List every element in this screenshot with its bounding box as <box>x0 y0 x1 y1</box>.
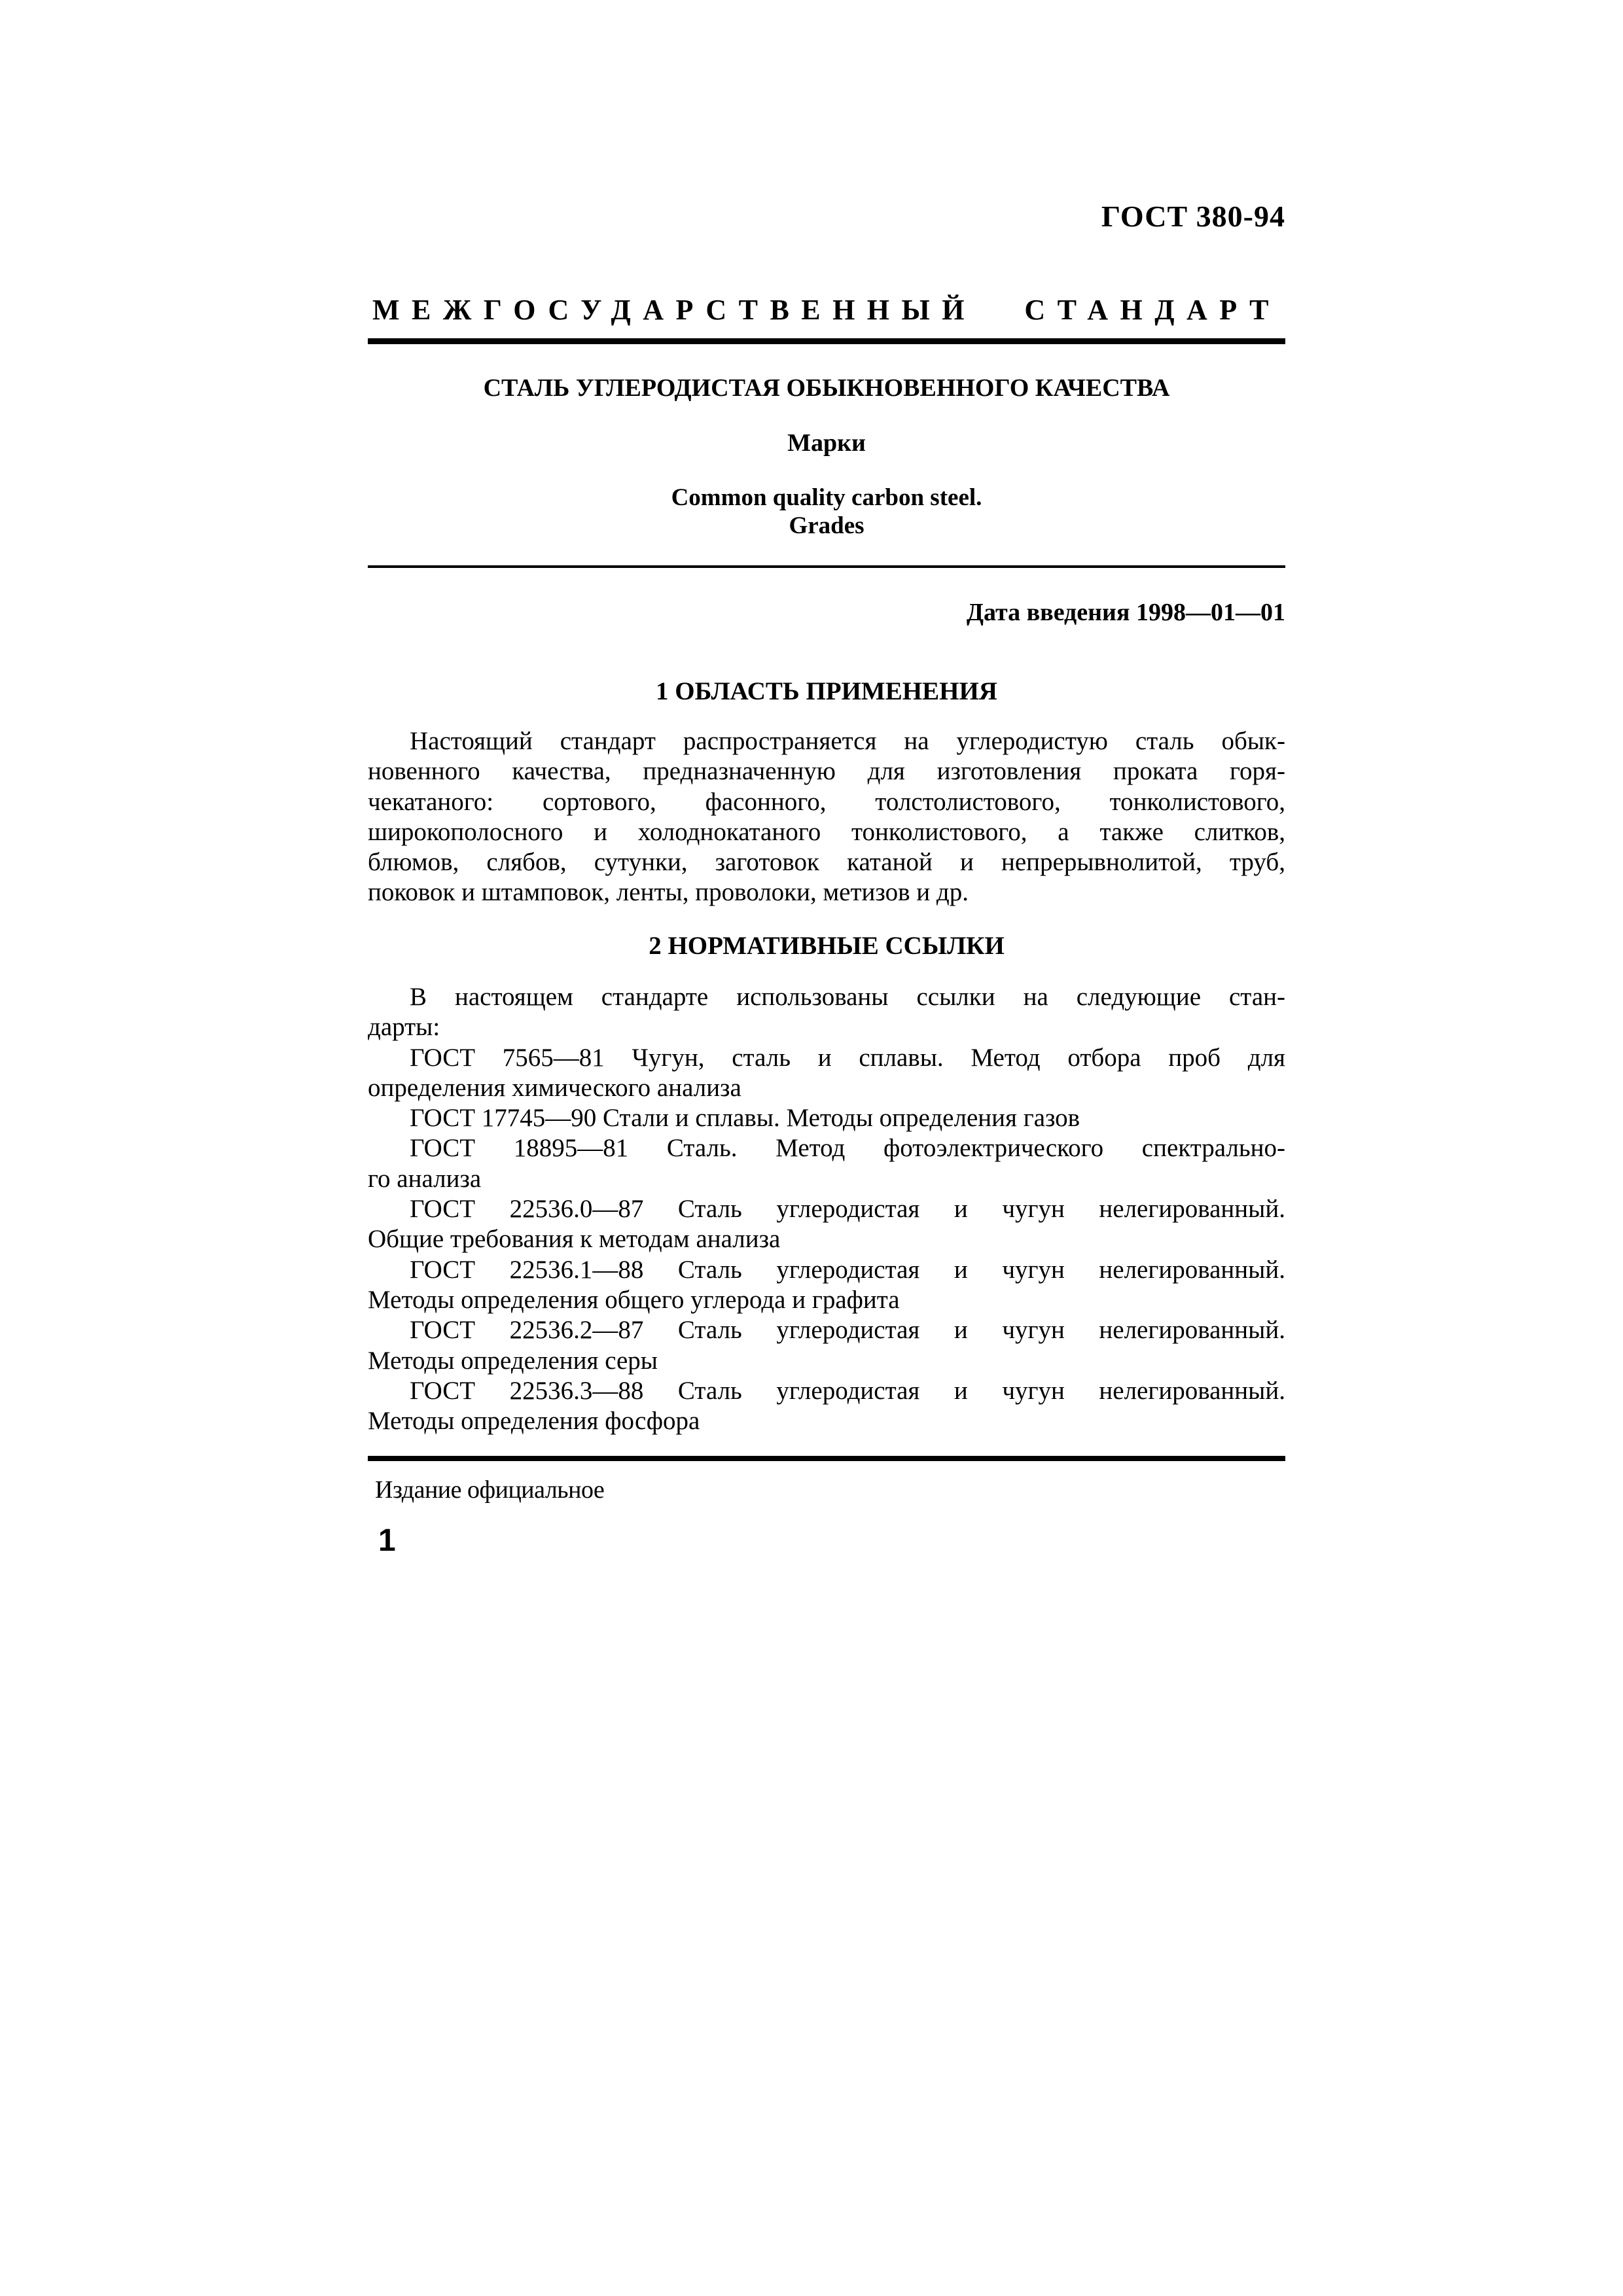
text-line: ГОСТ 22536.1—88 Сталь углеродистая и чугун нелегированный. <box>410 1255 1285 1284</box>
text-line: В настоящем стандарте использованы ссылки на следующие стан- <box>410 983 1285 1011</box>
text-line: широкополосного и холоднокатаного тонколистового, а также слитков, <box>368 817 1285 846</box>
title-en-line-1: Common quality carbon steel. <box>671 484 982 511</box>
title-en-line-2: Grades <box>789 512 865 539</box>
text-line: ГОСТ 22536.3—88 Сталь углеродистая и чугун нелегированный. <box>410 1376 1285 1405</box>
document-subtitle: Марки <box>787 429 866 457</box>
text-line: ГОСТ 18895—81 Сталь. Метод фотоэлектрического спектрально- <box>410 1134 1285 1163</box>
section-2-body <box>368 982 1285 1436</box>
effective-date: Дата введения 1998—01—01 <box>966 599 1285 626</box>
page-number: 1 <box>378 1523 396 1558</box>
text-line: ГОСТ 22536.2—87 Сталь углеродистая и чугун нелегированный. <box>410 1316 1285 1345</box>
section-1-body <box>368 726 1285 908</box>
document-title-ru: СТАЛЬ УГЛЕРОДИСТАЯ ОБЫКНОВЕННОГО КАЧЕСТВА <box>483 374 1170 402</box>
text-line: поковок и штамповок, ленты, проволоки, метизов и др. <box>368 878 969 907</box>
text-line: Общие требования к методам анализа <box>368 1225 781 1254</box>
text-line: Настоящий стандарт распространяется на углеродистую сталь обык- <box>410 727 1285 755</box>
text-line: блюмов, слябов, сутунки, заготовок катаной и непрерывнолитой, труб, <box>368 848 1285 877</box>
document-title-en <box>368 484 1285 540</box>
text-line: Методы определения серы <box>368 1346 658 1375</box>
standard-type-heading: МЕЖГОСУДАРСТВЕННЫЙ СТАНДАРТ <box>372 294 1281 326</box>
text-line: дарты: <box>368 1013 440 1042</box>
text-line: определения химического анализа <box>368 1073 741 1102</box>
section-2-heading: 2 НОРМАТИВНЫЕ ССЫЛКИ <box>649 932 1005 960</box>
edition-note: Издание официальное <box>375 1476 605 1504</box>
text-line: ГОСТ 22536.0—87 Сталь углеродистая и чугун нелегированный. <box>410 1195 1285 1224</box>
text-line: ГОСТ 17745—90 Стали и сплавы. Методы определения газов <box>410 1104 1080 1133</box>
text-line: Методы определения фосфора <box>368 1407 700 1436</box>
text-line: го анализа <box>368 1164 482 1193</box>
section-1-heading: 1 ОБЛАСТЬ ПРИМЕНЕНИЯ <box>656 677 997 705</box>
text-line: новенного качества, предназначенную для изготовления проката горя- <box>368 757 1285 786</box>
header-rule <box>368 338 1285 344</box>
title-rule <box>368 565 1285 568</box>
doc-number: ГОСТ 380-94 <box>1101 200 1285 233</box>
footer-rule <box>368 1456 1285 1461</box>
text-line: ГОСТ 7565—81 Чугун, сталь и сплавы. Метод отбора проб для <box>410 1043 1285 1072</box>
text-line: Методы определения общего углерода и графита <box>368 1285 900 1314</box>
text-line: чекатаного: сортового, фасонного, толстолистового, тонколистового, <box>368 787 1285 816</box>
